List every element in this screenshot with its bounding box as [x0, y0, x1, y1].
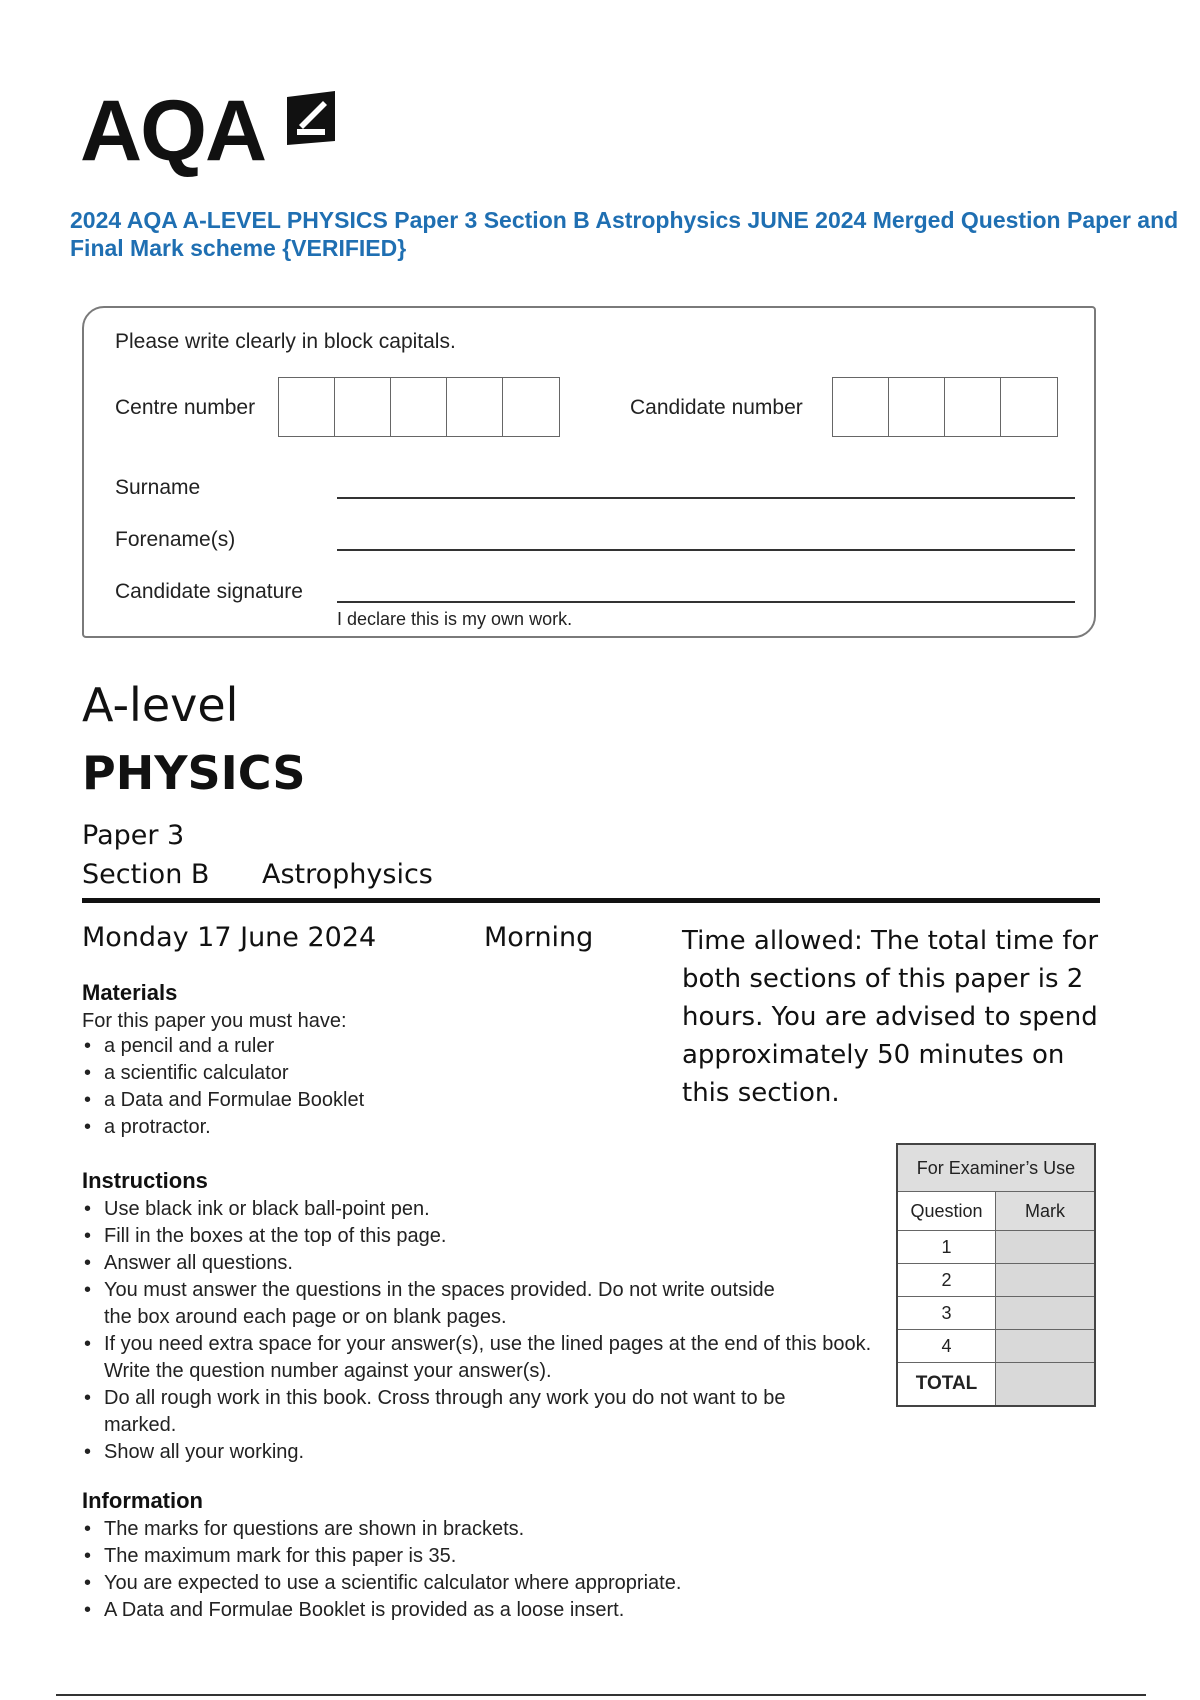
- table-row: [897, 1297, 1095, 1330]
- list-item: • The marks for questions are shown in brackets.: [82, 1516, 882, 1543]
- materials-heading: Materials: [82, 980, 178, 1005]
- list-item: • Answer all questions.: [82, 1250, 882, 1277]
- centre-number-field[interactable]: [278, 377, 560, 437]
- centre-digit-box[interactable]: [503, 378, 559, 436]
- list-item: • A Data and Formulae Booklet is provided as a loose insert.: [82, 1597, 882, 1624]
- section-label: Section B: [82, 859, 210, 890]
- heading-divider: [82, 898, 1100, 903]
- mark-cell[interactable]: [996, 1330, 1096, 1363]
- page-bottom-rule: [56, 1694, 1146, 1696]
- question-number: 2: [897, 1264, 996, 1297]
- information-section: [82, 1488, 882, 1624]
- list-item: • Fill in the boxes at the top of this page.: [82, 1223, 882, 1250]
- table-row: [897, 1231, 1095, 1264]
- aqa-logo-mark-icon: [283, 89, 339, 145]
- table-row: [897, 1330, 1095, 1363]
- signature-field[interactable]: [337, 601, 1075, 603]
- list-item: • Use black ink or black ball-point pen.: [82, 1196, 882, 1223]
- materials-section: [82, 980, 682, 1141]
- candidate-number-field[interactable]: [832, 377, 1058, 437]
- mark-cell[interactable]: [996, 1264, 1096, 1297]
- instructions-section: [82, 1168, 882, 1466]
- exam-session: Morning: [484, 922, 594, 953]
- instructions-heading: Instructions: [82, 1168, 208, 1193]
- question-number: 4: [897, 1330, 996, 1363]
- list-item: • You must answer the questions in the spaces provided. Do not write outside the box around each page or on blank pages.: [82, 1277, 784, 1331]
- declaration-text: I declare this is my own work.: [337, 609, 573, 629]
- centre-digit-box[interactable]: [279, 378, 335, 436]
- list-item: • Show all your working.: [82, 1439, 882, 1466]
- information-list: [82, 1516, 882, 1624]
- block-capitals-instruction: Please write clearly in block capitals.: [115, 330, 456, 353]
- mark-column-header: Mark: [996, 1192, 1096, 1231]
- list-item: • The maximum mark for this paper is 35.: [82, 1543, 882, 1570]
- forename-label: Forename(s): [115, 528, 236, 551]
- question-number: 1: [897, 1231, 996, 1264]
- centre-digit-box[interactable]: [391, 378, 447, 436]
- centre-digit-box[interactable]: [447, 378, 503, 436]
- mark-cell[interactable]: [996, 1297, 1096, 1330]
- list-item: • a Data and Formulae Booklet: [82, 1087, 682, 1114]
- centre-digit-box[interactable]: [335, 378, 391, 436]
- list-item: • You are expected to use a scientific calculator where appropriate.: [82, 1570, 882, 1597]
- question-column-header: Question: [897, 1192, 996, 1231]
- candidate-number-label: Candidate number: [630, 396, 803, 419]
- candidate-digit-box[interactable]: [1001, 378, 1057, 436]
- candidate-digit-box[interactable]: [833, 378, 889, 436]
- topic-label: Astrophysics: [262, 859, 433, 890]
- instructions-list: [82, 1196, 882, 1466]
- examiner-use-table: [896, 1143, 1096, 1407]
- document-title: 2024 AQA A-LEVEL PHYSICS Paper 3 Section B Astrophysics JUNE 2024 Merged Question Paper and Final Mark scheme {VERIFIED}: [70, 207, 1179, 261]
- list-item: • a scientific calculator: [82, 1060, 682, 1087]
- materials-list: [82, 1033, 682, 1141]
- list-item: • Do all rough work in this book. Cross through any work you do not want to be marked.: [82, 1385, 824, 1439]
- information-heading: Information: [82, 1488, 203, 1513]
- list-item: • a pencil and a ruler: [82, 1033, 682, 1060]
- candidate-digit-box[interactable]: [889, 378, 945, 436]
- time-allowed: Time allowed: The total time for both sections of this paper is 2 hours. You are advised to spend approximately 50 minutes on this section.: [682, 926, 1099, 1108]
- total-row: [897, 1363, 1095, 1407]
- surname-field[interactable]: [337, 497, 1075, 499]
- signature-label: Candidate signature: [115, 580, 303, 603]
- examiner-table-title: For Examiner’s Use: [897, 1144, 1095, 1192]
- exam-date: Monday 17 June 2024: [82, 922, 377, 953]
- surname-label: Surname: [115, 476, 201, 499]
- paper-number: Paper 3: [82, 820, 185, 851]
- list-item: • a protractor.: [82, 1114, 682, 1141]
- total-mark-cell[interactable]: [996, 1363, 1096, 1407]
- list-item: • If you need extra space for your answer(s), use the lined pages at the end of this book. Write the question number against your answer(s).: [82, 1331, 884, 1385]
- subject-title: PHYSICS: [82, 746, 306, 800]
- aqa-logo: AQA: [80, 83, 266, 179]
- materials-intro: For this paper you must have:: [82, 1010, 347, 1032]
- total-label: TOTAL: [897, 1363, 996, 1407]
- centre-number-label: Centre number: [115, 396, 256, 419]
- mark-cell[interactable]: [996, 1231, 1096, 1264]
- qualification-level: A-level: [82, 678, 239, 732]
- table-row: [897, 1264, 1095, 1297]
- question-number: 3: [897, 1297, 996, 1330]
- forename-field[interactable]: [337, 549, 1075, 551]
- candidate-digit-box[interactable]: [945, 378, 1001, 436]
